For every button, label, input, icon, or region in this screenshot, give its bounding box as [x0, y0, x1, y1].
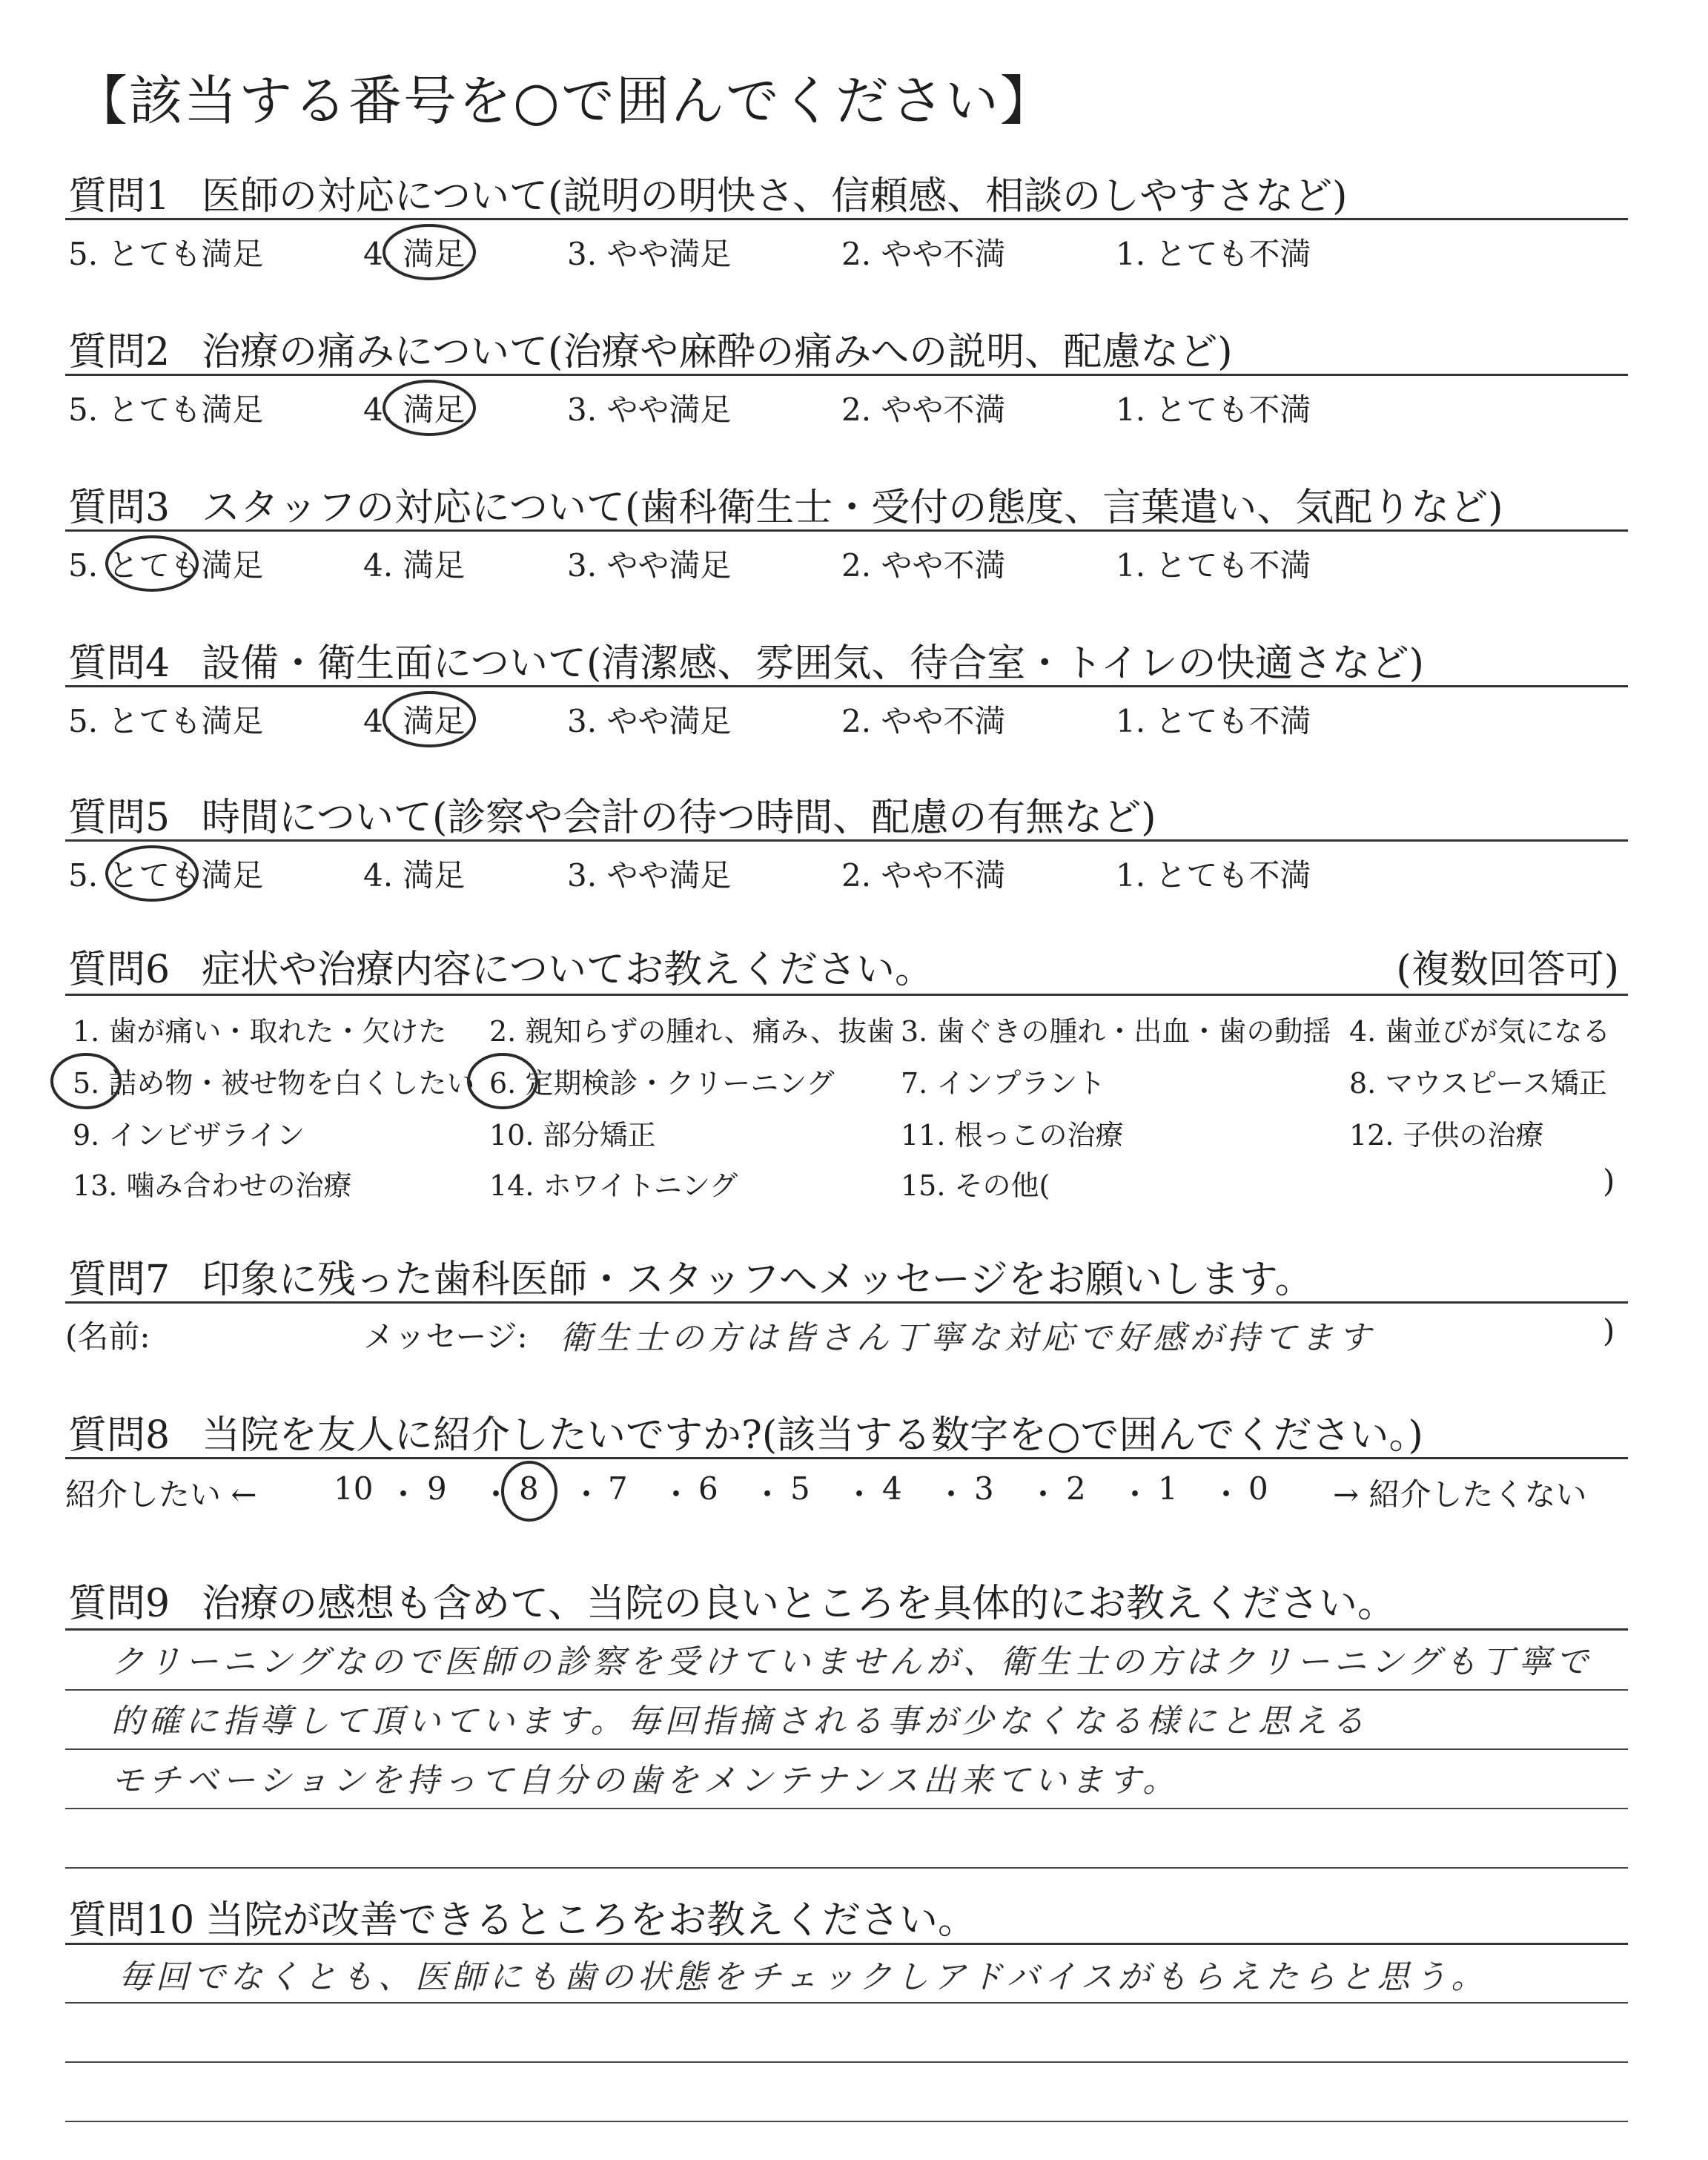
q9-text: 治療の感想も含めて、当院の良いところを具体的にお教えください。 [202, 1582, 1396, 1626]
q10-heading [68, 1889, 976, 1944]
q6-other-close-paren: ) [1603, 1163, 1615, 1199]
q6-option: 3. 歯ぐきの腫れ・出血・歯の動揺 [901, 1015, 1331, 1048]
q3-option: 2. やや不満 [841, 547, 1006, 584]
q1-option: 4. 満足 [363, 236, 466, 272]
q8-scale-number: 3 [974, 1470, 994, 1507]
q8-scale-number: 10 [334, 1470, 374, 1507]
q7-text: 印象に残った歯科医師・スタッフへメッセージをお願いします。 [202, 1258, 1314, 1302]
q8-right-label: → 紹介したくない [1333, 1476, 1587, 1513]
q4-rule [65, 685, 1628, 687]
q1-heading [68, 165, 1347, 220]
q4-option: 2. やや不満 [841, 703, 1006, 739]
q9-answer-line: 的確に指導して頂いています。毎回指摘される事が少なくなる様にと思える [111, 1702, 1369, 1740]
q8-scale-number: 0 [1248, 1470, 1268, 1507]
q8-scale-number: 2 [1066, 1470, 1086, 1507]
q6-rule [65, 994, 1628, 996]
q2-option: 3. やや満足 [567, 392, 732, 428]
q1-option: 3. やや満足 [567, 236, 732, 272]
q10-line-rule [65, 2002, 1628, 2004]
q9-answer-line: クリーニングなので医師の診察を受けていませんが、衛生士の方はクリーニングも丁寧で [111, 1643, 1593, 1681]
q1-option: 1. とても不満 [1116, 236, 1311, 272]
q10-line-rule [65, 2061, 1628, 2063]
q3-rule [65, 529, 1628, 532]
q5-option: 3. やや満足 [567, 857, 732, 894]
q6-option: 8. マウスピース矯正 [1349, 1067, 1607, 1100]
q8-rule [65, 1457, 1628, 1459]
q6-option: 10. 部分矯正 [489, 1119, 656, 1152]
q8-scale-dot: ・ [1027, 1476, 1059, 1513]
q6-option: 2. 親知らずの腫れ、痛み、抜歯 [489, 1015, 895, 1048]
q2-option: 2. やや不満 [841, 392, 1006, 428]
q6-option: 11. 根っこの治療 [901, 1119, 1124, 1152]
q7-message-label: メッセージ: [363, 1318, 528, 1355]
q8-scale-dot: ・ [1211, 1476, 1242, 1513]
q10-rule [65, 1943, 1628, 1945]
q8-heading [68, 1404, 1423, 1459]
q8-scale-dot: ・ [571, 1476, 603, 1513]
q3-option: 4. 満足 [363, 547, 466, 584]
q9-line-rule [65, 1867, 1628, 1869]
q3-text: スタッフの対応について(歯科衛生士・受付の態度、言葉遣い、気配りなど) [202, 486, 1503, 530]
q6-option: 12. 子供の治療 [1349, 1119, 1544, 1152]
q6-option: 7. インプラント [901, 1067, 1106, 1100]
q8-scale-number: 5 [790, 1470, 810, 1507]
q8-scale-number: 1 [1158, 1470, 1178, 1507]
q6-heading [68, 938, 933, 994]
q4-option: 5. とても満足 [68, 703, 264, 739]
q9-rule [65, 1628, 1628, 1631]
q4-text: 設備・衛生面について(清潔感、雰囲気、待合室・トイレの快適さなど) [202, 641, 1424, 686]
q9-answer-line: モチベーションを持って自分の歯をメンテナンス出来ています。 [111, 1762, 1180, 1800]
q6-option: 15. その他( [901, 1169, 1050, 1202]
q2-text: 治療の痛みについて(治療や麻酔の痛みへの説明、配慮など) [202, 330, 1233, 374]
q10-line-rule [65, 2121, 1628, 2122]
q3-number: 質問3 [68, 486, 171, 530]
q5-text: 時間について(診察や会計の待つ時間、配慮の有無など) [202, 796, 1156, 840]
q6-option: 4. 歯並びが気になる [1349, 1015, 1611, 1048]
q6-option: 1. 歯が痛い・取れた・欠けた [73, 1015, 447, 1048]
q8-scale-dot: ・ [844, 1476, 875, 1513]
q10-number: 質問10 [68, 1898, 195, 1943]
q8-text: 当院を友人に紹介したいですか?(該当する数字を○で囲んでください。) [202, 1413, 1423, 1458]
q6-number: 質問6 [68, 948, 171, 992]
q1-number: 質問1 [68, 174, 171, 219]
q8-scale-number: 9 [427, 1470, 447, 1507]
q8-scale-number: 7 [608, 1470, 628, 1507]
q9-number: 質問9 [68, 1582, 171, 1626]
q9-heading [68, 1572, 1396, 1628]
q6-multiple-note: (複数回答可) [1396, 948, 1619, 992]
q10-text: 当院が改善できるところをお教えください。 [205, 1898, 977, 1943]
q2-option: 4. 満足 [363, 392, 466, 428]
q6-option: 14. ホワイトニング [489, 1169, 738, 1202]
q8-number: 質問8 [68, 1413, 171, 1458]
q7-name-label: (名前: [65, 1318, 150, 1355]
q4-option: 4. 満足 [363, 703, 466, 739]
q2-rule [65, 374, 1628, 376]
q1-text: 医師の対応について(説明の明快さ、信頼感、相談のしやすさなど) [202, 174, 1348, 219]
q5-rule [65, 839, 1628, 842]
q9-line-rule [65, 1689, 1628, 1691]
q9-line-rule [65, 1808, 1628, 1809]
q8-scale-dot: ・ [388, 1476, 420, 1513]
q8-scale-dot: ・ [1119, 1476, 1151, 1513]
q6-option: 5. 詰め物・被せ物を白くしたい [73, 1067, 475, 1100]
q7-number: 質問7 [68, 1258, 171, 1302]
q5-option: 2. やや不満 [841, 857, 1006, 894]
q8-scale-number: 8 [519, 1470, 539, 1507]
q10-answer-line: 毎回でなくとも、医師にも歯の状態をチェックしアドバイスがもらえたらと思う。 [119, 1958, 1489, 1996]
q1-rule [65, 218, 1628, 220]
q8-scale-dot: ・ [661, 1476, 692, 1513]
q1-option: 2. やや不満 [841, 236, 1006, 272]
q8-scale-dot: ・ [936, 1476, 967, 1513]
q7-close-paren: ) [1603, 1312, 1615, 1349]
q8-scale-dot: ・ [480, 1476, 512, 1513]
q4-option: 3. やや満足 [567, 703, 732, 739]
q4-option: 1. とても不満 [1116, 703, 1311, 739]
q5-option: 4. 満足 [363, 857, 466, 894]
q5-option: 1. とても不満 [1116, 857, 1311, 894]
q3-option: 3. やや満足 [567, 547, 732, 584]
q6-text: 症状や治療内容についてお教えください。 [202, 948, 933, 992]
q4-heading [68, 632, 1424, 687]
q9-line-rule [65, 1748, 1628, 1750]
q7-rule [65, 1301, 1628, 1304]
q3-option: 1. とても不満 [1116, 547, 1311, 584]
q2-heading [68, 320, 1233, 376]
q5-option: 5. とても満足 [68, 857, 264, 894]
q8-scale-number: 6 [698, 1470, 718, 1507]
q3-option: 5. とても満足 [68, 547, 264, 584]
q5-heading [68, 786, 1156, 842]
q6-option: 9. インビザライン [73, 1119, 305, 1152]
q2-number: 質問2 [68, 330, 171, 374]
q1-option: 5. とても満足 [68, 236, 264, 272]
q8-left-label: 紹介したい ← [65, 1476, 257, 1513]
page-title: 【該当する番号を○で囲んでください】 [74, 70, 1055, 132]
q5-number: 質問5 [68, 796, 171, 840]
q6-option: 6. 定期検診・クリーニング [489, 1067, 835, 1100]
q8-scale-dot: ・ [752, 1476, 784, 1513]
q7-message-handwritten: 衛生士の方は皆さん丁寧な対応で好感が持てます [560, 1319, 1375, 1357]
q2-option: 1. とても不満 [1116, 392, 1311, 428]
q8-scale-number: 4 [882, 1470, 902, 1507]
q4-number: 質問4 [68, 641, 171, 686]
q6-option: 13. 噛み合わせの治療 [73, 1169, 352, 1202]
q7-heading [68, 1248, 1314, 1304]
q3-heading [68, 476, 1503, 532]
q2-option: 5. とても満足 [68, 392, 264, 428]
